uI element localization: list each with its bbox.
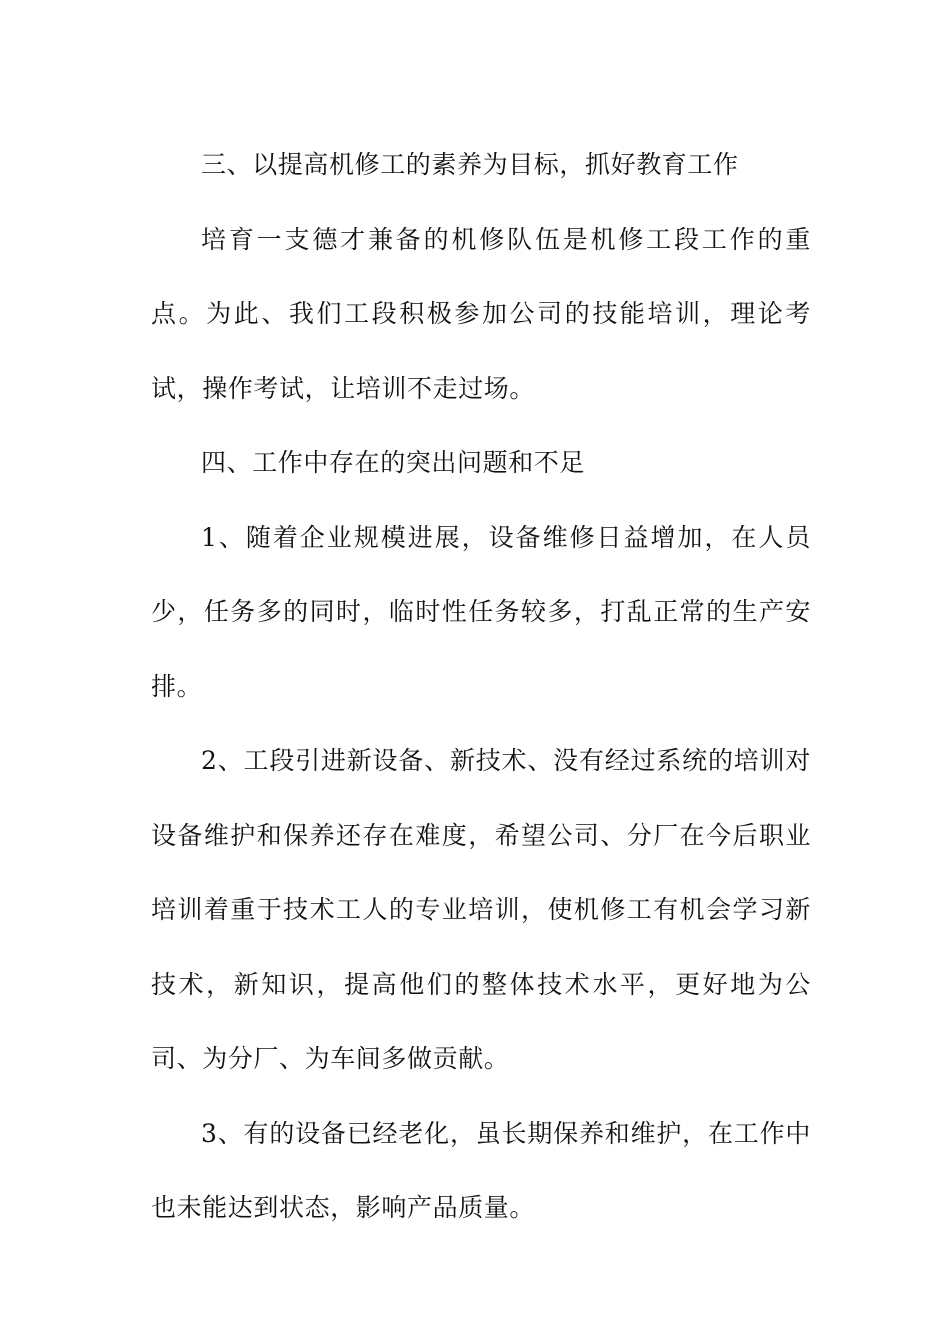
paragraph-training: 培育一支德才兼备的机修队伍是机修工段工作的重点。为此、我们工段积极参加公司的技能培训，理论考试，操作考试，让培训不走过场。 <box>151 224 811 403</box>
paragraph-issue-1: 1、随着企业规模进展，设备维修日益增加，在人员少，任务多的同时，临时性任务较多，打乱正常的生产安排。 <box>151 522 811 701</box>
paragraph-issue-2: 2、工段引进新设备、新技术、没有经过系统的培训对设备维护和保养还存在难度，希望公司、分厂在今后职业培训着重于技术工人的专业培训，使机修工有机会学习新技术，新知识，提高他们的整体技术水平，更好地为公司、为分厂、为车间多做贡献。 <box>151 746 811 1073</box>
heading-section-four: 四、工作中存在的突出问题和不足 <box>201 448 586 477</box>
heading-section-three: 三、以提高机修工的素养为目标，抓好教育工作 <box>201 150 739 179</box>
document-body <box>151 128 811 1246</box>
paragraph-issue-3: 3、有的设备已经老化，虽长期保养和维护，在工作中也未能达到状态，影响产品质量。 <box>151 1118 811 1222</box>
